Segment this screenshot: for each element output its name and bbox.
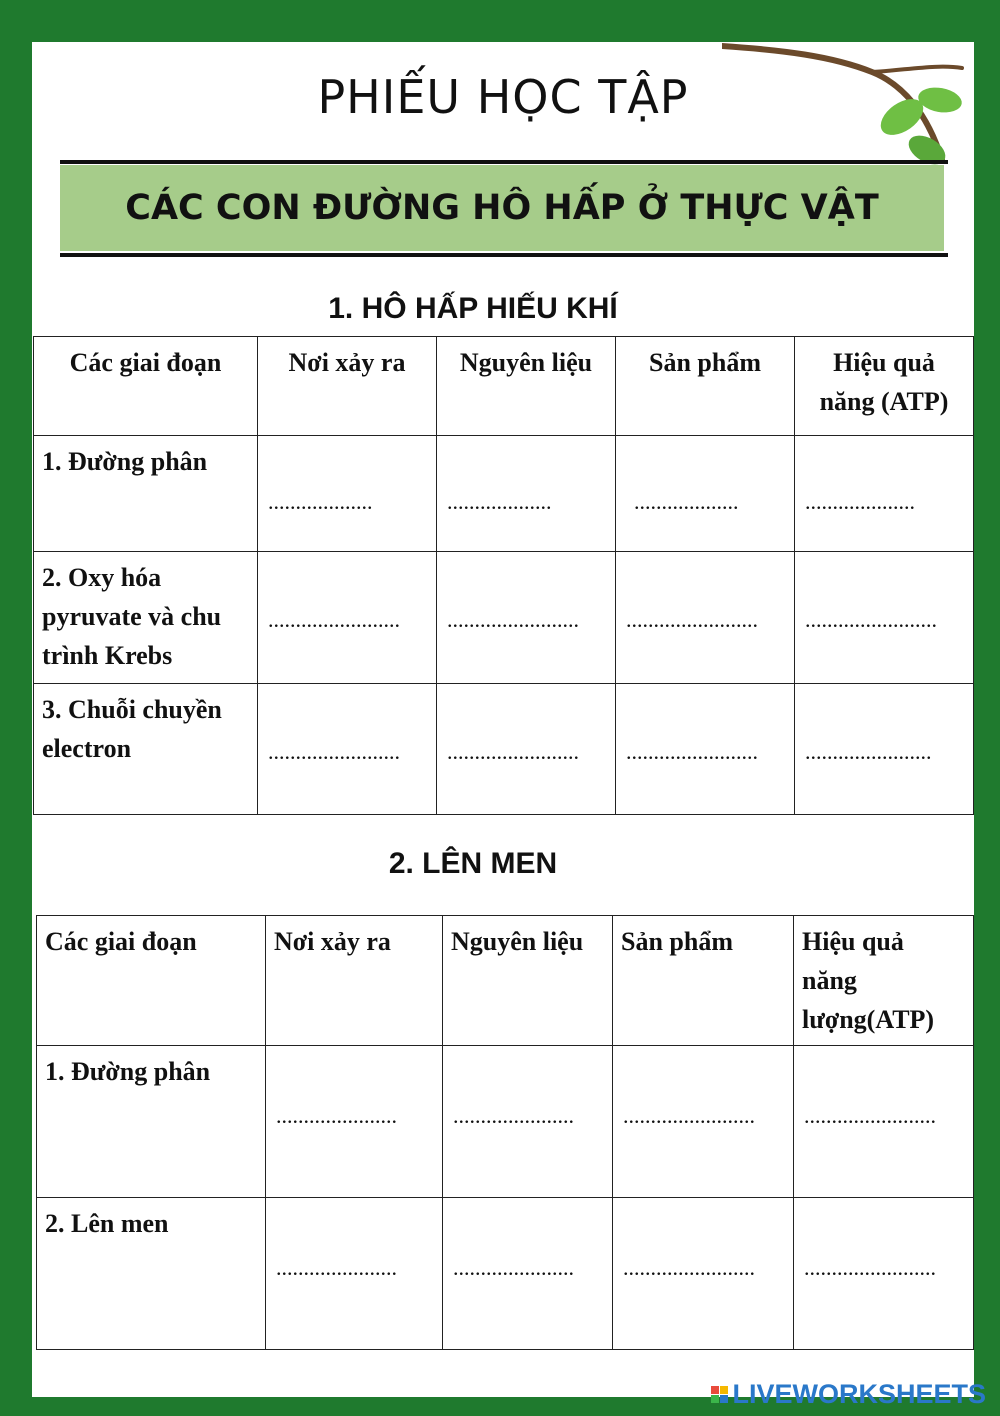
answer-blank[interactable]: ........................ <box>616 552 795 684</box>
stage-label: 1. Đường phân <box>37 1046 266 1198</box>
table-header-row <box>34 337 974 436</box>
answer-blank[interactable]: ........................ <box>437 552 616 684</box>
answer-blank[interactable]: ........................ <box>258 552 437 684</box>
answer-blank[interactable]: ........................ <box>616 684 795 815</box>
page-title: PHIẾU HỌC TẬP <box>317 70 689 124</box>
answer-blank[interactable]: ........................ <box>437 684 616 815</box>
fermentation-table <box>36 915 974 1350</box>
answer-blank[interactable]: ...................... <box>443 1198 613 1350</box>
band-bottom-rule <box>60 253 948 257</box>
answer-blank[interactable]: ...................... <box>443 1046 613 1198</box>
liveworksheets-logo[interactable] <box>711 1379 986 1410</box>
table-row <box>34 684 974 815</box>
header-stage: Các giai đoạn <box>37 916 266 1046</box>
table-row <box>37 1046 974 1198</box>
table-row <box>34 436 974 552</box>
liveworksheets-mark-icon <box>711 1386 728 1403</box>
band-top-rule <box>60 160 948 164</box>
answer-blank[interactable]: ........................ <box>613 1046 794 1198</box>
stage-label: 2. Oxy hóa pyruvate và chu trình Krebs <box>34 552 258 684</box>
table-header-row <box>37 916 974 1046</box>
header-materials: Nguyên liệu <box>443 916 613 1046</box>
header-products: Sản phẩm <box>613 916 794 1046</box>
answer-blank[interactable]: ................... <box>437 436 616 552</box>
answer-blank[interactable]: ........................ <box>258 684 437 815</box>
answer-blank[interactable]: ................... <box>258 436 437 552</box>
section-fermentation-title: 2. LÊN MEN <box>388 847 558 880</box>
answer-blank[interactable]: ........................ <box>794 1198 974 1350</box>
answer-blank[interactable]: ...................... <box>266 1198 443 1350</box>
header-location: Nơi xảy ra <box>258 337 437 436</box>
answer-blank[interactable]: ...................... <box>266 1046 443 1198</box>
header-location: Nơi xảy ra <box>266 916 443 1046</box>
stage-label: 3. Chuỗi chuyền electron <box>34 684 258 815</box>
answer-blank[interactable]: .................... <box>795 436 974 552</box>
stage-label: 1. Đường phân <box>34 436 258 552</box>
header-stage: Các giai đoạn <box>34 337 258 436</box>
header-products: Sản phẩm <box>616 337 795 436</box>
stage-label: 2. Lên men <box>37 1198 266 1350</box>
brand-name: LIVEWORKSHEETS <box>732 1379 986 1409</box>
answer-blank[interactable]: ........................ <box>795 552 974 684</box>
aerobic-table <box>33 336 974 815</box>
table-row <box>34 552 974 684</box>
header-atp: Hiệu quả năng lượng(ATP) <box>794 916 974 1046</box>
table-row <box>37 1198 974 1350</box>
header-atp: Hiệu quả năng (ATP) <box>795 337 974 436</box>
answer-blank[interactable]: ................... <box>616 436 795 552</box>
answer-blank[interactable]: ........................ <box>613 1198 794 1350</box>
header-materials: Nguyên liệu <box>437 337 616 436</box>
section-aerobic-title: 1. HÔ HẤP HIẾU KHÍ <box>328 292 618 325</box>
answer-blank[interactable]: ........................ <box>794 1046 974 1198</box>
answer-blank[interactable]: ....................... <box>795 684 974 815</box>
topic-banner: CÁC CON ĐƯỜNG HÔ HẤP Ở THỰC VẬT <box>60 165 944 251</box>
